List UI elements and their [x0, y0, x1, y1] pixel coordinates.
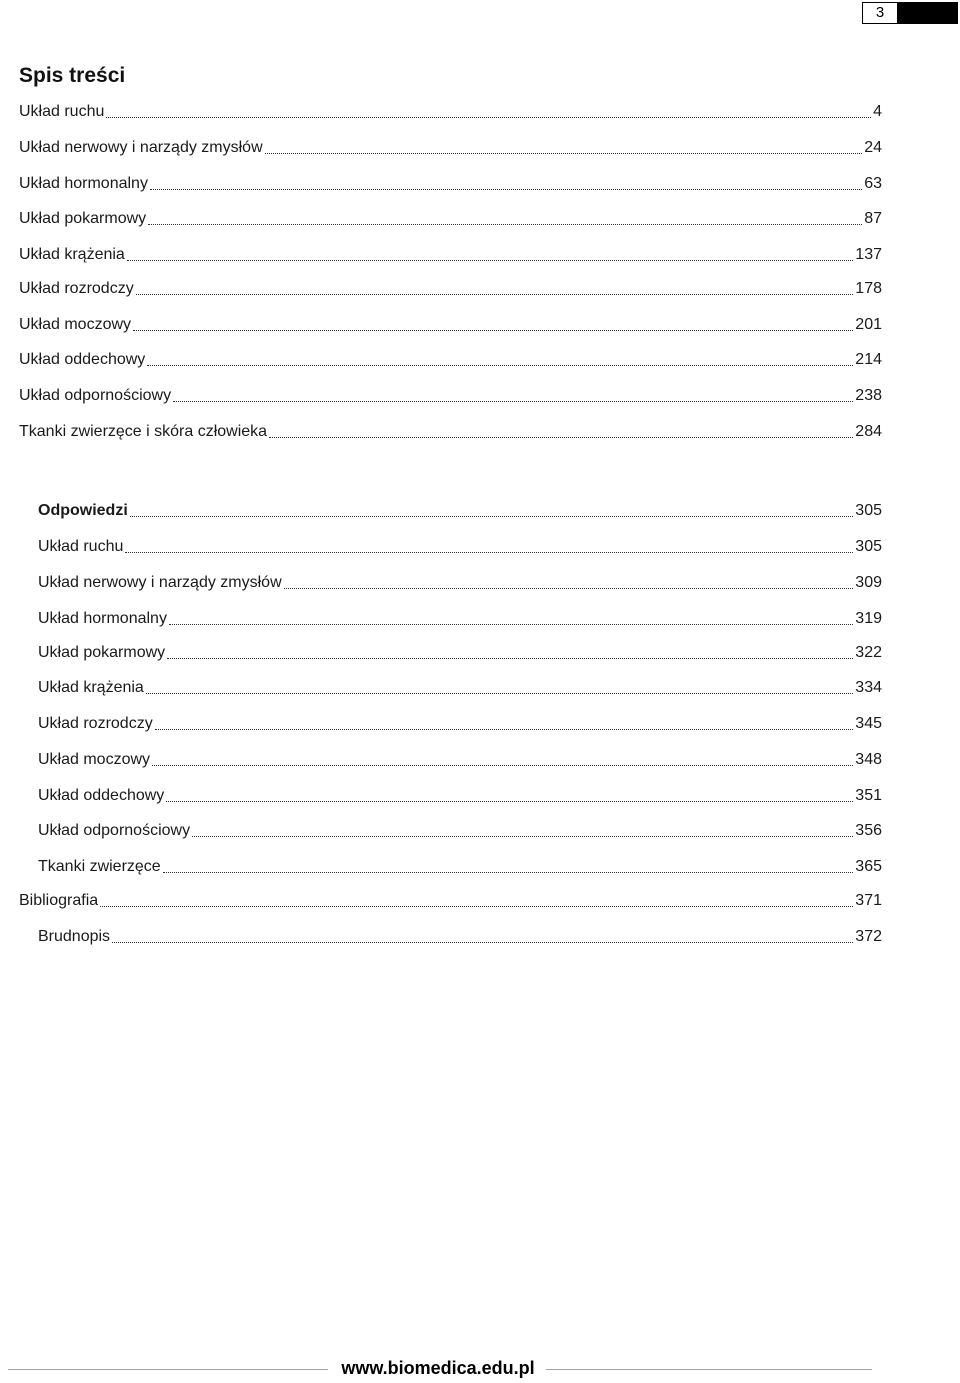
toc-entry-page: 309 [855, 574, 882, 591]
toc-entry-page: 4 [873, 103, 882, 120]
toc-entry-label: Brudnopis [38, 928, 111, 945]
toc-leader-dots [173, 401, 853, 402]
toc-entry-page: 178 [855, 280, 882, 297]
toc-entry[interactable] [38, 533, 882, 557]
toc-entry-page: 356 [855, 822, 882, 839]
toc-entry-page: 348 [855, 751, 882, 768]
toc-entry-page: 137 [855, 246, 882, 263]
toc-leader-dots [284, 588, 854, 589]
toc-entry-page: 87 [864, 210, 882, 227]
toc-entry-page: 365 [855, 858, 882, 875]
toc-entry-page: 63 [864, 175, 882, 192]
page-number: 3 [862, 2, 898, 24]
toc-leader-dots [146, 693, 853, 694]
toc-entry-label: Odpowiedzi [38, 502, 128, 519]
toc-entry-label: Układ nerwowy i narządy zmysłów [19, 139, 263, 156]
toc-leader-dots [148, 224, 862, 225]
page-footer [0, 1356, 960, 1382]
toc-entry-answers[interactable] [38, 497, 882, 521]
toc-entry-label: Układ oddechowy [19, 351, 146, 368]
toc-entry-page: 201 [855, 316, 882, 333]
toc-entry-page: 238 [855, 387, 882, 404]
toc-leader-dots [147, 365, 853, 366]
toc-entry[interactable] [19, 275, 882, 299]
toc-entry[interactable] [19, 134, 882, 158]
toc-entry[interactable] [38, 817, 882, 841]
toc-title: Spis treści [19, 64, 126, 87]
toc-entry[interactable] [38, 639, 882, 663]
toc-entry-page: 24 [864, 139, 882, 156]
toc-entry-label: Układ oddechowy [38, 787, 165, 804]
toc-entry-bibliography[interactable] [19, 887, 882, 911]
toc-entry-page: 322 [855, 644, 882, 661]
toc-leader-dots [130, 516, 854, 517]
toc-leader-dots [166, 801, 853, 802]
toc-entry[interactable] [19, 382, 882, 406]
toc-leader-dots [163, 872, 854, 873]
toc-entry-label: Układ odpornościowy [19, 387, 172, 404]
toc-entry-label: Układ rozrodczy [38, 715, 153, 732]
toc-leader-dots [133, 330, 853, 331]
toc-leader-dots [127, 260, 853, 261]
toc-entry[interactable] [19, 241, 882, 265]
toc-entry-label: Układ hormonalny [19, 175, 148, 192]
toc-leader-dots [192, 836, 853, 837]
toc-entry-label: Układ ruchu [38, 538, 124, 555]
footer-website-link[interactable]: www.biomedica.edu.pl [341, 1358, 535, 1378]
toc-entry-label: Układ krążenia [38, 679, 144, 696]
toc-entry-label: Układ rozrodczy [19, 280, 134, 297]
toc-entry[interactable] [38, 674, 882, 698]
toc-entry-label: Układ hormonalny [38, 610, 167, 627]
toc-entry-label: Układ odpornościowy [38, 822, 191, 839]
toc-entry[interactable] [19, 346, 882, 370]
toc-entry[interactable] [38, 782, 882, 806]
toc-entry[interactable] [19, 418, 882, 442]
toc-leader-dots [125, 552, 853, 553]
toc-leader-dots [106, 117, 871, 118]
toc-entry-label: Układ ruchu [19, 103, 105, 120]
toc-entry[interactable] [19, 205, 882, 229]
toc-leader-dots [265, 153, 863, 154]
toc-entry[interactable] [38, 710, 882, 734]
toc-leader-dots [167, 658, 853, 659]
toc-entry-page: 345 [855, 715, 882, 732]
toc-entry-label: Układ moczowy [19, 316, 132, 333]
toc-entry-page: 351 [855, 787, 882, 804]
toc-entry[interactable] [38, 605, 882, 629]
toc-leader-dots [150, 189, 862, 190]
toc-entry-label: Układ moczowy [38, 751, 151, 768]
toc-entry-page: 214 [855, 351, 882, 368]
toc-leader-dots [100, 906, 853, 907]
toc-entry-page: 305 [855, 502, 882, 519]
toc-entry-page: 305 [855, 538, 882, 555]
toc-leader-dots [169, 624, 853, 625]
footer-divider-left [8, 1369, 328, 1370]
toc-entry[interactable] [38, 746, 882, 770]
footer-divider-right [546, 1369, 872, 1370]
toc-entry[interactable] [19, 170, 882, 194]
toc-leader-dots [155, 729, 854, 730]
toc-leader-dots [152, 765, 853, 766]
toc-entry[interactable] [38, 569, 882, 593]
toc-entry-label: Układ pokarmowy [19, 210, 147, 227]
toc-entry-label: Układ pokarmowy [38, 644, 166, 661]
toc-leader-dots [136, 294, 854, 295]
toc-entry-page: 284 [855, 423, 882, 440]
toc-entry[interactable] [38, 853, 882, 877]
toc-leader-dots [269, 437, 853, 438]
toc-entry-page: 319 [855, 610, 882, 627]
toc-entry-draft[interactable] [38, 923, 882, 947]
toc-entry-page: 371 [855, 892, 882, 909]
toc-entry-label: Tkanki zwierzęce [38, 858, 161, 875]
toc-entry-page: 372 [855, 928, 882, 945]
toc-entry[interactable] [19, 98, 882, 122]
toc-entry-label: Bibliografia [19, 892, 99, 909]
toc-entry-label: Tkanki zwierzęce i skóra człowieka [19, 423, 268, 440]
toc-entry-label: Układ krążenia [19, 246, 125, 263]
toc-entry-label: Układ nerwowy i narządy zmysłów [38, 574, 282, 591]
toc-entry-page: 334 [855, 679, 882, 696]
toc-leader-dots [112, 942, 853, 943]
toc-entry[interactable] [19, 311, 882, 335]
page-number-banner [862, 2, 958, 24]
